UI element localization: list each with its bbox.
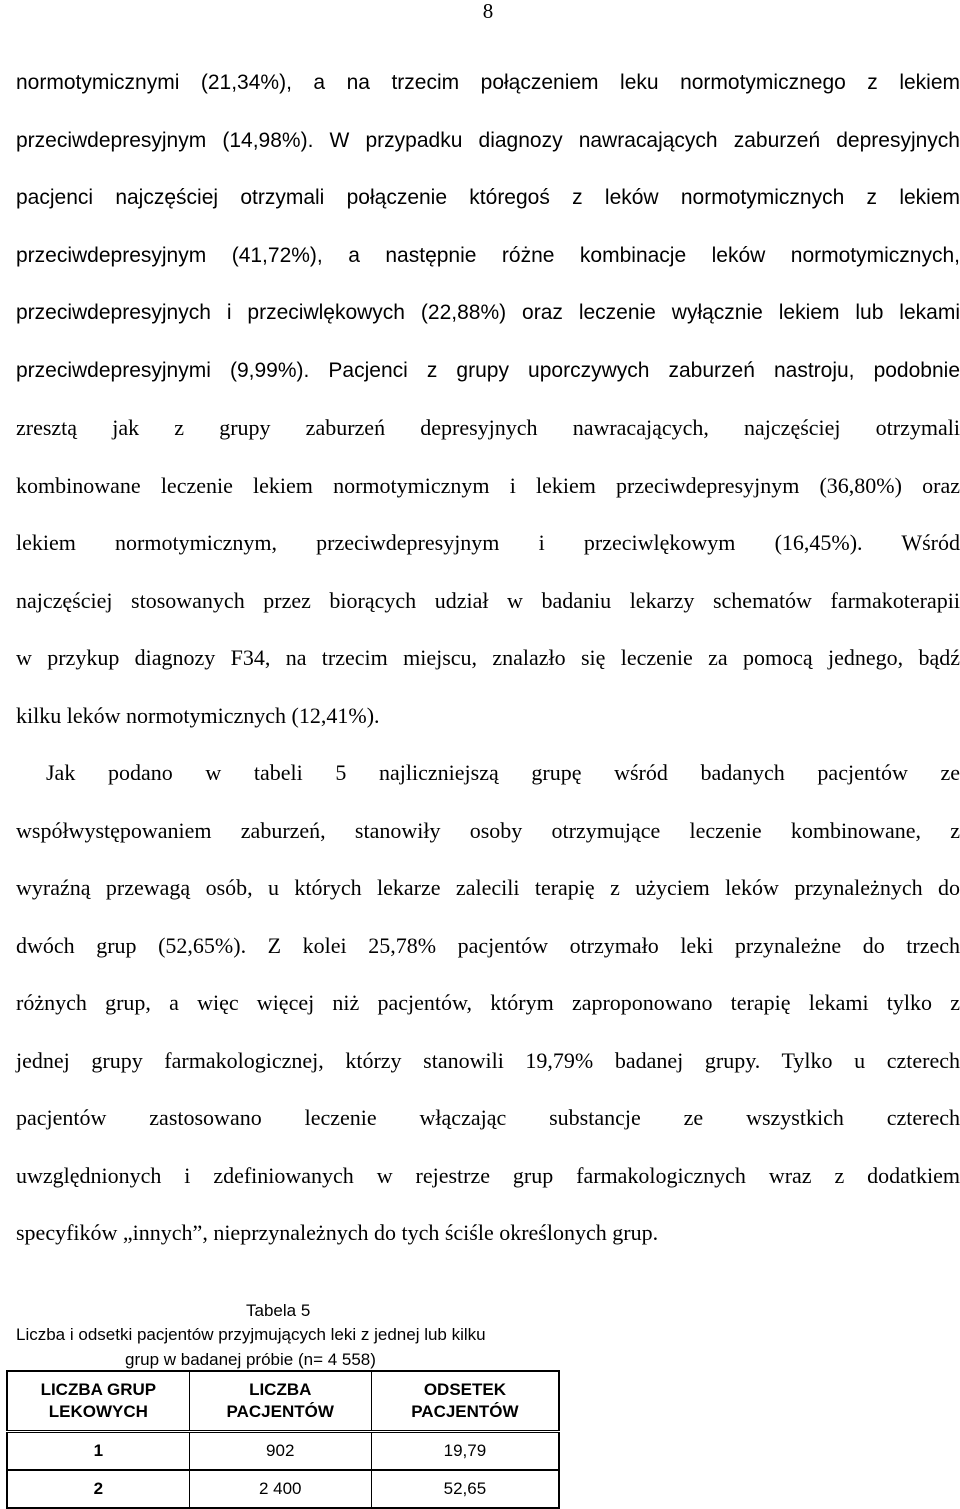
body-line: Jak podano w tabeli 5 najliczniejszą grupę wśród badanych pacjentów ze	[46, 760, 960, 785]
body-line: przeciwdepresyjnym (14,98%). W przypadku diagnozy nawracających zaburzeń depresyjnych	[16, 129, 960, 152]
body-line: przeciwdepresyjnym (41,72%), a następnie różne kombinacje leków normotymicznych,	[16, 244, 960, 267]
body-line: najczęściej stosowanych przez biorących udział w badaniu lekarzy schematów farmakoterapii	[16, 588, 960, 613]
table-cell: 19,79	[371, 1432, 559, 1471]
body-line: przeciwdepresyjnymi (9,99%). Pacjenci z grupy uporczywych zaburzeń nastroju, podobnie	[16, 359, 960, 382]
body-line: normotymicznymi (21,34%), a na trzecim połączeniem leku normotymicznego z lekiem	[16, 71, 960, 94]
table-label: Tabela 5	[246, 1301, 311, 1320]
table-cell: 2	[7, 1470, 189, 1508]
table-row	[7, 1432, 559, 1471]
table-cell: 2 400	[189, 1470, 371, 1508]
body-line: wyraźną przewagą osób, u których lekarze zalecili terapię z użyciem leków przynależnych do	[16, 875, 960, 900]
body-line: kombinowane leczenie lekiem normotymicznym i lekiem przeciwdepresyjnym (36,80%) oraz	[16, 473, 960, 498]
table-caption: Liczba i odsetki pacjentów przyjmujących leki z jednej lub kilku	[16, 1325, 486, 1344]
body-line: współwystępowaniem zaburzeń, stanowiły osoby otrzymujące leczenie kombinowane, z	[16, 818, 960, 843]
table-cell: 52,65	[371, 1470, 559, 1508]
page-number: 8	[482, 0, 494, 23]
body-line: uwzględnionych i zdefiniowanych w rejestrze grup farmakologicznych wraz z dodatkiem	[16, 1163, 960, 1188]
column-header: ODSETEK PACJENTÓW	[371, 1371, 559, 1432]
body-line: pacjentów zastosowano leczenie włączając substancje ze wszystkich czterech	[16, 1105, 960, 1130]
table-cell: 1	[7, 1432, 189, 1471]
column-header: LICZBA GRUP LEKOWYCH	[7, 1371, 189, 1432]
body-line: dwóch grup (52,65%). Z kolei 25,78% pacjentów otrzymało leki przynależne do trzech	[16, 933, 960, 958]
body-line: w przykup diagnozy F34, na trzecim miejscu, znalazło się leczenie za pomocą jednego, bądź	[16, 645, 960, 670]
body-line: lekiem normotymicznym, przeciwdepresyjnym i przeciwlękowym (16,45%). Wśród	[16, 530, 960, 555]
table-caption: grup w badanej próbie (n= 4 558)	[125, 1350, 376, 1369]
table-header-row	[7, 1371, 559, 1432]
body-line: różnych grup, a więc więcej niż pacjentów, którym zaproponowano terapię lekami tylko z	[16, 990, 960, 1015]
table-cell: 902	[189, 1432, 371, 1471]
data-table	[6, 1370, 560, 1509]
table-row	[7, 1470, 559, 1508]
body-line: kilku leków normotymicznych (12,41%).	[16, 703, 380, 728]
column-header: LICZBA PACJENTÓW	[189, 1371, 371, 1432]
body-line: pacjenci najczęściej otrzymali połączenie któregoś z leków normotymicznych z lekiem	[16, 186, 960, 209]
body-line: przeciwdepresyjnych i przeciwlękowych (22,88%) oraz leczenie wyłącznie lekiem lub lekami	[16, 301, 960, 324]
body-line: specyfików „innych”, nieprzynależnych do tych ściśle określonych grup.	[16, 1220, 659, 1245]
body-line: zresztą jak z grupy zaburzeń depresyjnych nawracających, najczęściej otrzymali	[16, 415, 960, 440]
body-line: jednej grupy farmakologicznej, którzy stanowili 19,79% badanej grupy. Tylko u czterech	[16, 1048, 960, 1073]
